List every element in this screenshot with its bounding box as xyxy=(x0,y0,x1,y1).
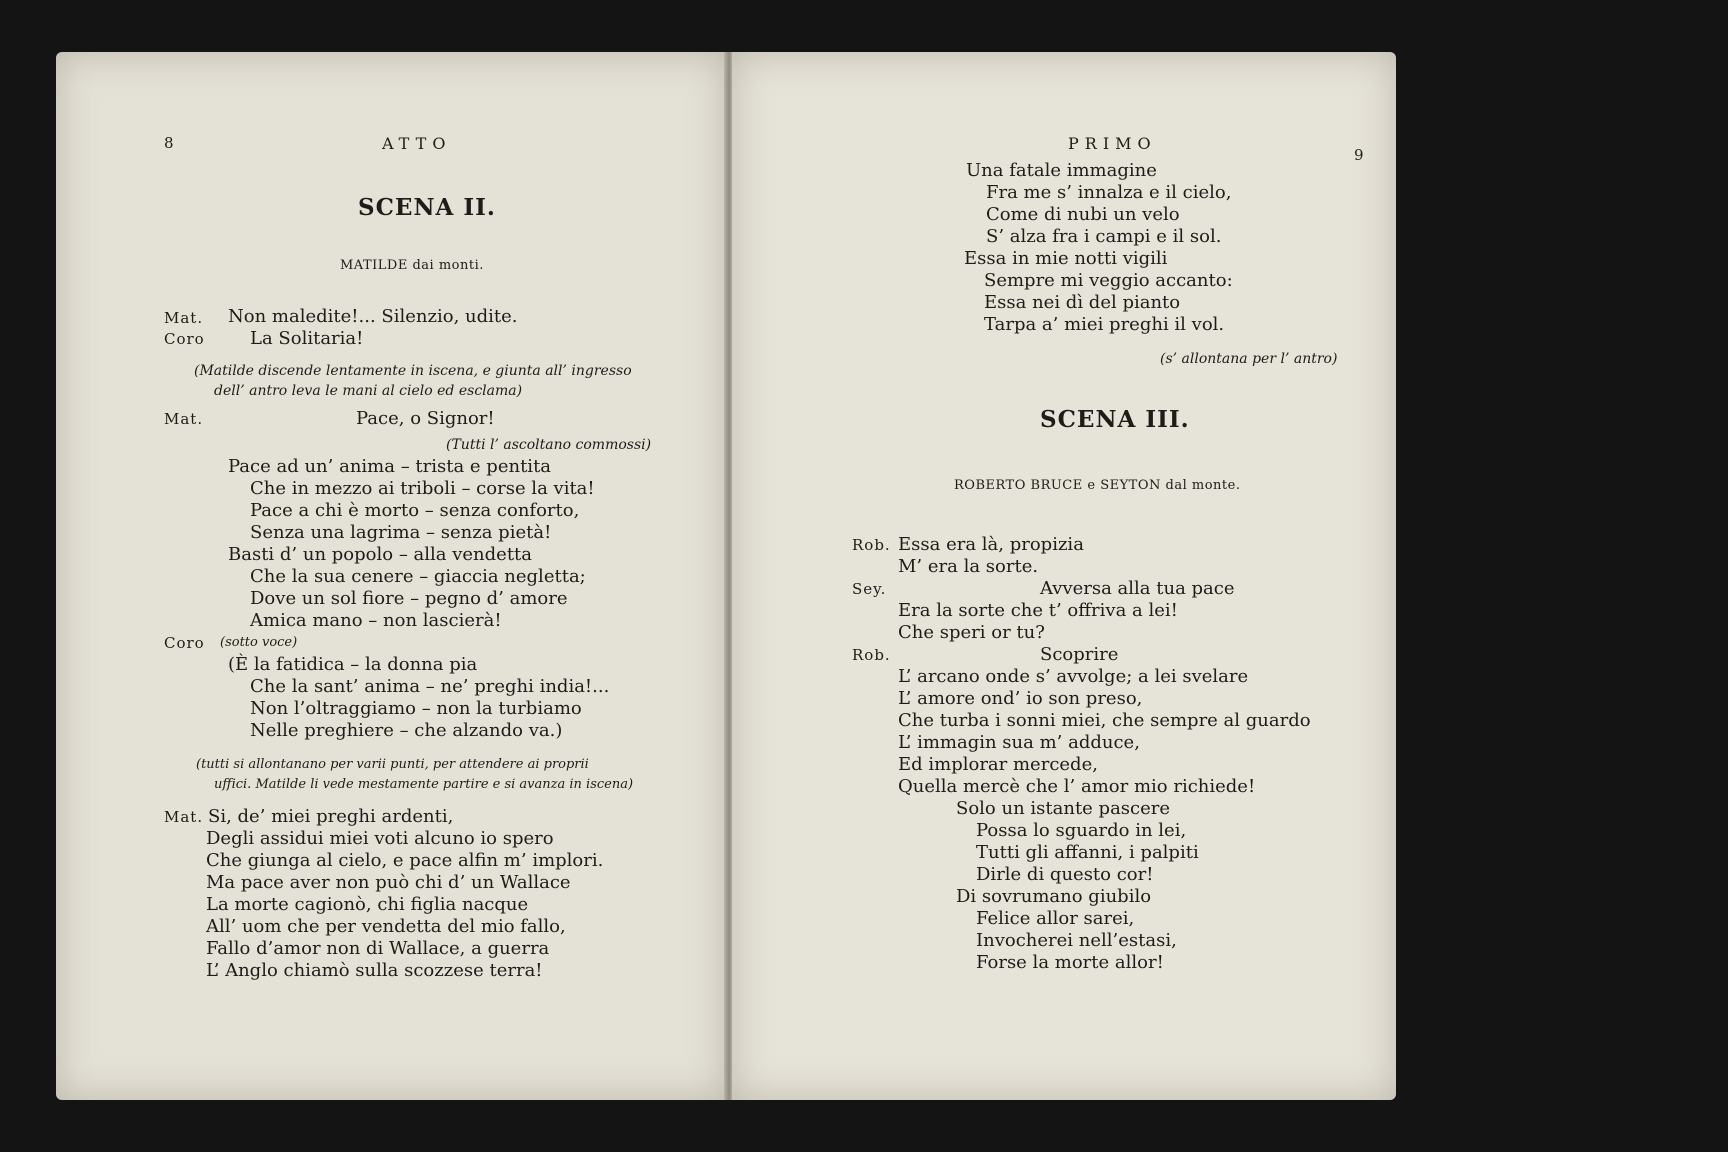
verse-line: Pace a chi è morto – senza conforto, xyxy=(250,500,580,521)
verse-line: Felice allor sarei, xyxy=(976,908,1135,929)
verse-line: Avversa alla tua pace xyxy=(1040,578,1235,599)
speaker-label: Rob. xyxy=(852,646,891,664)
verse-line: Non maledite!... Silenzio, udite. xyxy=(228,306,518,327)
speaker-label: Rob. xyxy=(852,536,891,554)
running-head: ATTO xyxy=(382,134,452,153)
stage-direction: (Tutti l’ ascoltano commossi) xyxy=(446,437,652,453)
scene-title: SCENA III. xyxy=(1040,406,1190,433)
stage-direction: (sotto voce) xyxy=(220,635,298,650)
verse-line: Che la sua cenere – giaccia negletta; xyxy=(250,566,586,587)
verse-line: Come di nubi un velo xyxy=(986,204,1180,225)
verse-line: Che giunga al cielo, e pace alfin m’ implori. xyxy=(206,850,604,871)
page-number: 9 xyxy=(1354,146,1364,164)
verse-line: Nelle preghiere – che alzando va.) xyxy=(250,720,563,741)
verse-line: Dove un sol fiore – pegno d’ amore xyxy=(250,588,568,609)
speaker-label: Sey. xyxy=(852,580,887,598)
verse-line: Essa nei dì del pianto xyxy=(984,292,1181,313)
verse-line: Amica mano – non lascierà! xyxy=(250,610,502,631)
verse-line: Fallo d’amor non di Wallace, a guerra xyxy=(206,938,550,959)
book-spread xyxy=(56,52,1396,1100)
verse-line: Ma pace aver non può chi d’ un Wallace xyxy=(206,872,571,893)
page-number: 8 xyxy=(164,134,174,152)
stage-direction: uffici. Matilde li vede mestamente partire e si avanza in iscena) xyxy=(214,777,634,792)
speaker-label: Mat. xyxy=(164,410,204,428)
verse-line: Che in mezzo ai triboli – corse la vita! xyxy=(250,478,595,499)
verse-line: L’ arcano onde s’ avvolge; a lei svelare xyxy=(898,666,1249,687)
verse-line: Senza una lagrima – senza pietà! xyxy=(250,522,552,543)
verse-line: Che turba i sonni miei, che sempre al guardo xyxy=(898,710,1311,731)
verse-line: Forse la morte allor! xyxy=(976,952,1164,973)
verse-line: L’ Anglo chiamò sulla scozzese terra! xyxy=(206,960,543,981)
verse-line: S’ alza fra i campi e il sol. xyxy=(986,226,1222,247)
verse-line: Una fatale immagine xyxy=(966,160,1157,181)
verse-line: Dirle di questo cor! xyxy=(976,864,1154,885)
verse-line: Quella mercè che l’ amor mio richiede! xyxy=(898,776,1256,797)
verse-line: Invocherei nell’estasi, xyxy=(976,930,1177,951)
verse-line: All’ uom che per vendetta del mio fallo, xyxy=(206,916,566,937)
scene-title: SCENA II. xyxy=(358,194,496,221)
verse-line: Pace ad un’ anima – trista e pentita xyxy=(228,456,552,477)
verse-line: (È la fatidica – la donna pia xyxy=(228,654,478,675)
speaker-label: Mat. xyxy=(164,808,204,826)
stage-direction: (s’ allontana per l’ antro) xyxy=(1160,351,1338,367)
verse-line: Solo un istante pascere xyxy=(956,798,1171,819)
verse-line: Pace, o Signor! xyxy=(356,408,495,429)
right-page xyxy=(732,52,1396,1100)
left-page xyxy=(56,52,726,1100)
verse-line: Ed implorar mercede, xyxy=(898,754,1098,775)
verse-line: Basti d’ un popolo – alla vendetta xyxy=(228,544,533,565)
verse-line: Degli assidui miei voti alcuno io spero xyxy=(206,828,554,849)
verse-line: Di sovrumano giubilo xyxy=(956,886,1152,907)
verse-line: L’ immagin sua m’ adduce, xyxy=(898,732,1140,753)
speaker-label: Coro xyxy=(164,330,205,348)
verse-line: Che speri or tu? xyxy=(898,622,1045,643)
stage-direction: (tutti si allontanano per varii punti, per attendere ai proprii xyxy=(196,757,589,772)
verse-line: Scoprire xyxy=(1040,644,1119,665)
stage-direction: (Matilde discende lentamente in iscena, e giunta all’ ingresso xyxy=(194,363,632,379)
verse-line: Non l’oltraggiamo – non la turbiamo xyxy=(250,698,582,719)
verse-line: Tutti gli affanni, i palpiti xyxy=(976,842,1199,863)
scene-characters: ROBERTO BRUCE e SEYTON dal monte. xyxy=(954,478,1241,493)
verse-line: Si, de’ miei preghi ardenti, xyxy=(208,806,454,827)
stage-direction: dell’ antro leva le mani al cielo ed esclama) xyxy=(214,383,523,399)
verse-line: La morte cagionò, chi figlia nacque xyxy=(206,894,529,915)
verse-line: Sempre mi veggio accanto: xyxy=(984,270,1233,291)
speaker-label: Coro xyxy=(164,634,205,652)
verse-line: La Solitaria! xyxy=(250,328,364,349)
running-head: PRIMO xyxy=(1068,134,1157,153)
verse-line: Essa era là, propizia xyxy=(898,534,1084,555)
verse-line: Tarpa a’ miei preghi il vol. xyxy=(984,314,1225,335)
verse-line: M’ era la sorte. xyxy=(898,556,1039,577)
verse-line: L’ amore ond’ io son preso, xyxy=(898,688,1143,709)
verse-line: Che la sant’ anima – ne’ preghi india!... xyxy=(250,676,610,697)
verse-line: Era la sorte che t’ offriva a lei! xyxy=(898,600,1178,621)
scene-characters: MATILDE dai monti. xyxy=(340,258,484,273)
verse-line: Possa lo sguardo in lei, xyxy=(976,820,1187,841)
verse-line: Essa in mie notti vigili xyxy=(964,248,1168,269)
verse-line: Fra me s’ innalza e il cielo, xyxy=(986,182,1232,203)
speaker-label: Mat. xyxy=(164,309,204,327)
